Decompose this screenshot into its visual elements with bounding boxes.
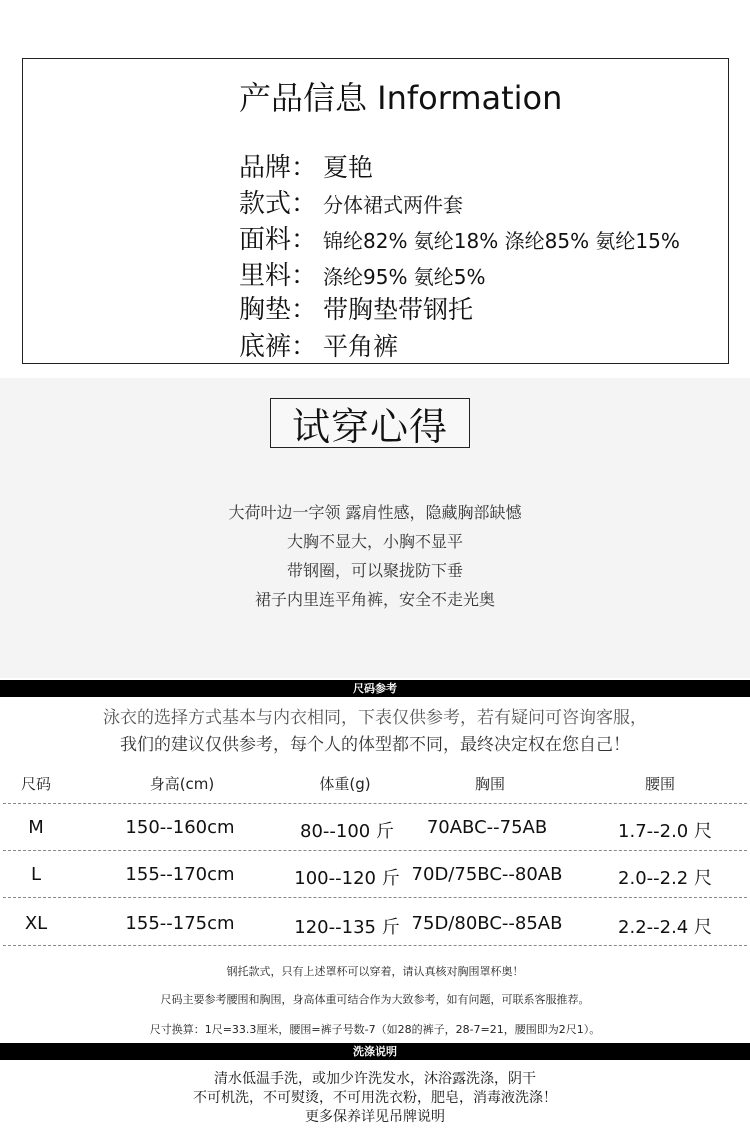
- cell-height: 155--170cm: [125, 864, 235, 885]
- cell-size: M: [28, 817, 44, 838]
- product-info-box: [22, 58, 729, 364]
- table-divider: [3, 803, 747, 804]
- info-row-style: [239, 183, 463, 220]
- cell-bust: 75D/80BC--85AB: [411, 913, 563, 934]
- cell-waist: 2.0--2.2 尺: [618, 868, 712, 889]
- info-value: 带胸垫带钢托: [323, 295, 474, 324]
- cell-waist: 1.7--2.0 尺: [618, 821, 712, 842]
- info-value: 锦纶82% 氨纶18% 涤纶85% 氨纶15%: [323, 229, 680, 253]
- table-divider: [3, 897, 747, 898]
- tryon-line: 大胸不显大，小胸不显平: [286, 532, 463, 551]
- table-divider: [3, 945, 747, 946]
- header-waist: 腰围: [644, 775, 675, 793]
- size-footnote: 尺寸换算：1尺=33.3厘米，腰围=裤子号数-7（如28的裤子，28-7=21，腰围即为2尺1）。: [149, 1023, 601, 1036]
- info-value: 涤纶95% 氨纶5%: [323, 265, 486, 289]
- cell-height: 150--160cm: [125, 817, 235, 838]
- info-label: 品牌：: [239, 153, 318, 183]
- info-row-lining: [239, 255, 486, 292]
- size-ref-bar: 尺码参考: [0, 680, 750, 697]
- info-label: 面料：: [239, 225, 318, 255]
- info-row-fabric: [239, 219, 680, 256]
- info-label: 胸垫：: [239, 295, 318, 325]
- info-label: 里料：: [239, 261, 318, 291]
- info-label: 款式：: [239, 189, 318, 219]
- cell-size: L: [30, 864, 42, 885]
- info-value: 平角裤: [323, 332, 399, 361]
- info-label: 底裤：: [239, 332, 318, 362]
- info-value: 夏艳: [323, 153, 374, 182]
- tryon-title: 试穿心得: [291, 404, 448, 449]
- washing-line: 不可机洗，不可熨烫，不可用洗衣粉，肥皂，消毒液洗涤！: [193, 1090, 557, 1106]
- tryon-section: [0, 378, 750, 678]
- cell-bust: 70D/75BC--80AB: [411, 864, 563, 885]
- cell-bust: 70ABC--75AB: [426, 817, 548, 838]
- cell-weight: 120--135 斤: [294, 917, 400, 938]
- cell-weight: 100--120 斤: [294, 868, 400, 889]
- tryon-lines: [0, 498, 750, 614]
- info-value: 分体裙式两件套: [323, 193, 463, 217]
- tryon-line: 带钢圈，可以聚拢防下垂: [286, 561, 463, 580]
- header-size: 尺码: [20, 775, 51, 793]
- header-bust: 胸围: [474, 775, 505, 793]
- cell-size: XL: [24, 913, 48, 934]
- size-footnote: 尺码主要参考腰围和胸围，身高体重可结合作为大致参考，如有问题，可联系客服推荐。: [160, 993, 590, 1006]
- size-note-2: 我们的建议仅供参考，每个人的体型都不同，最终决定权在您自己！: [120, 735, 630, 755]
- header-weight: 体重(g): [319, 775, 371, 793]
- tryon-line: 裙子内里连平角裤，安全不走光奥: [254, 590, 495, 609]
- cell-waist: 2.2--2.4 尺: [618, 917, 712, 938]
- cell-height: 155--175cm: [125, 913, 235, 934]
- washing-line: 更多保养详见吊牌说明: [305, 1109, 445, 1125]
- size-note-1: 泳衣的选择方式基本与内衣相同，下表仅供参考，若有疑问可咨询客服，: [103, 708, 647, 728]
- washing-line: 清水低温手洗，或加少许洗发水，沐浴露洗涤，阴干: [214, 1071, 536, 1087]
- cell-weight: 80--100 斤: [300, 821, 394, 842]
- tryon-line: 大荷叶边一字领 露肩性感，隐藏胸部缺憾: [228, 503, 522, 522]
- header-height: 身高(cm): [149, 775, 215, 793]
- washing-bar: 洗涤说明: [0, 1043, 750, 1060]
- info-row-pad: [239, 289, 473, 326]
- tryon-title-box: [270, 398, 470, 448]
- product-info-title: 产品信息 Information: [239, 79, 563, 117]
- table-divider: [3, 850, 747, 851]
- info-row-brand: [239, 147, 373, 184]
- info-row-bottom: [239, 326, 398, 363]
- size-footnote: 钢托款式，只有上述罩杯可以穿着，请认真核对胸围罩杯奥！: [226, 965, 524, 978]
